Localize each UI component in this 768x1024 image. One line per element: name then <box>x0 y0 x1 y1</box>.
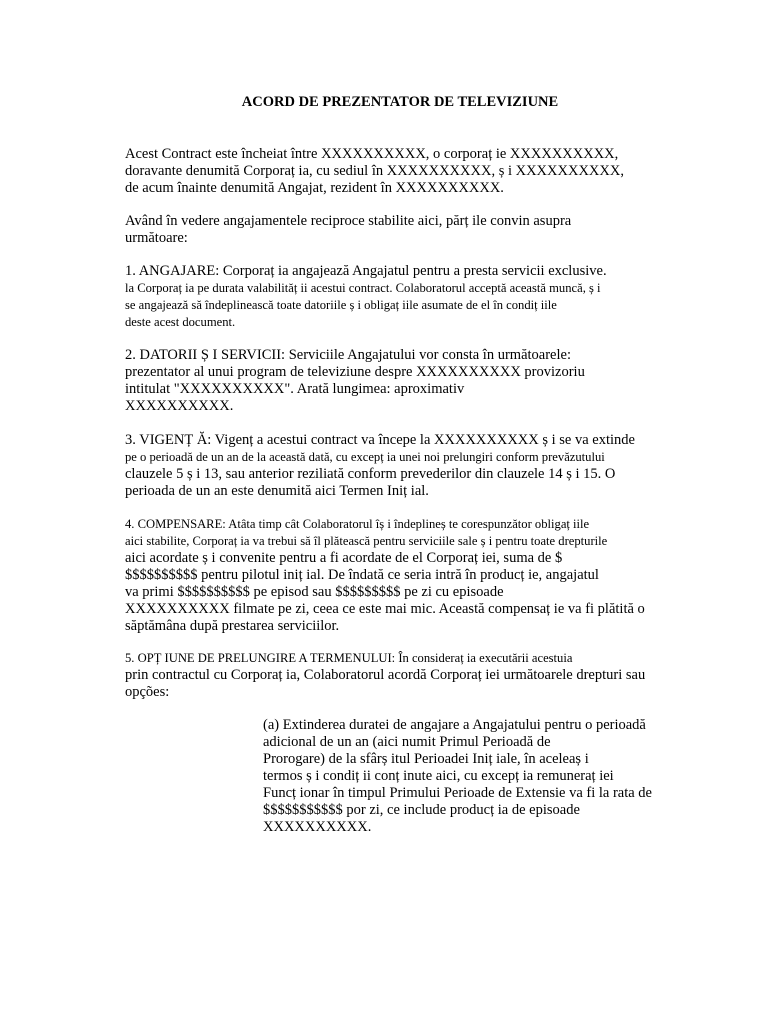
text-line: Acest Contract este încheiat între XXXXXXXXXX, o corporaț ie XXXXXXXXXX, <box>125 146 619 162</box>
section-5a-extindere <box>263 717 723 836</box>
text-line: de acum înainte denumită Angajat, rezident în XXXXXXXXXX. <box>125 180 504 196</box>
text-line: Funcț ionar în timpul Primului Perioade de Extensie va fi la rata de <box>263 785 652 801</box>
section-heading-line: 2. DATORII Ș I SERVICII: Serviciile Angajatului vor consta în următoarele: <box>125 347 571 363</box>
text-line: intitulat "XXXXXXXXXX". Arată lungimea: aproximativ <box>125 381 465 397</box>
section-2-datorii <box>125 347 725 415</box>
text-line: aici stabilite, Corporaț ia va trebui să îl plătească pentru serviciile sale ș i pentru toate drepturile <box>125 534 608 548</box>
text-line: termos ș i condiț ii conț inute aici, cu excepț ia remuneraț iei <box>263 768 614 784</box>
text-line: următoare: <box>125 230 188 246</box>
text-line: deste acest document. <box>125 315 236 329</box>
paragraph-preamble <box>125 213 725 247</box>
text-line: săptămâna după prestarea serviciilor. <box>125 618 340 634</box>
section-3-vigenta <box>125 432 725 500</box>
text-line: adicional de un an (aici numit Primul Perioadă de <box>263 734 551 750</box>
text-line: doravante denumită Corporaț ia, cu sediul în XXXXXXXXXX, ș i XXXXXXXXXX, <box>125 163 624 179</box>
text-line: aici acordate ș i convenite pentru a fi acordate de el Corporaț iei, suma de $ <box>125 550 563 566</box>
text-line: Având în vedere angajamentele reciproce stabilite aici, părț ile convin asupra <box>125 213 572 229</box>
text-line: clauzele 5 ș i 13, sau anterior reziliată conform prevederilor din clauzele 14 ș i 15. O <box>125 466 616 482</box>
section-5-optiune-prelungire <box>125 650 725 701</box>
text-line: prezentator al unui program de televiziune despre XXXXXXXXXX provizoriu <box>125 364 585 380</box>
text-line: XXXXXXXXXX. <box>263 819 372 835</box>
document-title: ACORD DE PREZENTATOR DE TELEVIZIUNE <box>241 94 559 110</box>
text-line: prin contractul cu Corporaț ia, Colaboratorul acordă Corporaț iei următoarele drepturi sau <box>125 667 646 683</box>
text-line: XXXXXXXXXX filmate pe zi, ceea ce este mai mic. Această compensaț ie va fi plătită o <box>125 601 645 617</box>
section-heading-line: 3. VIGENȚ Ă: Vigenț a acestui contract va începe la XXXXXXXXXX ș i se va extinde <box>125 432 635 448</box>
text-line: XXXXXXXXXX. <box>125 398 234 414</box>
paragraph-intro <box>125 146 725 197</box>
section-heading-line: 5. OPȚ IUNE DE PRELUNGIRE A TERMENULUI: În consideraț ia executării acestuia <box>125 651 573 665</box>
section-heading-line: 4. COMPENSARE: Atâta timp cât Colaboratorul îș i îndeplineș te corespunzător obligaț iile <box>125 517 590 531</box>
text-line: $$$$$$$$$$$ por zi, ce include producț ia de episoade <box>263 802 580 818</box>
text-line: perioada de un an este denumită aici Termen Iniț ial. <box>125 483 429 499</box>
section-heading-line: 1. ANGAJARE: Corporaț ia angajează Angajatul pentru a presta servicii exclusive. <box>125 263 607 279</box>
text-line: pe o perioadă de un an de la această dată, cu excepț ia unei noi prelungiri conform prevăzutului <box>125 450 605 464</box>
section-1-angajare <box>125 263 725 331</box>
text-line: (a) Extinderea duratei de angajare a Angajatului pentru o perioadă <box>263 717 646 733</box>
text-line: va primi $$$$$$$$$$ pe episod sau $$$$$$$$$ pe zi cu episoade <box>125 584 504 600</box>
text-line: se angajează să îndeplinească toate datoriile ș i obligaț iile asumate de el în condiț iile <box>125 298 557 312</box>
text-line: Prorogare) de la sfârș itul Perioadei Iniț iale, în aceleaș i <box>263 751 589 767</box>
text-line: opções: <box>125 684 170 700</box>
text-line: la Corporaț ia pe durata valabilităț ii acestui contract. Colaboratorul acceptă această muncă, ș i <box>125 281 601 295</box>
text-line: $$$$$$$$$$ pentru pilotul iniț ial. De îndată ce seria intră în producț ie, angajatul <box>125 567 599 583</box>
section-4-compensare <box>125 516 725 635</box>
